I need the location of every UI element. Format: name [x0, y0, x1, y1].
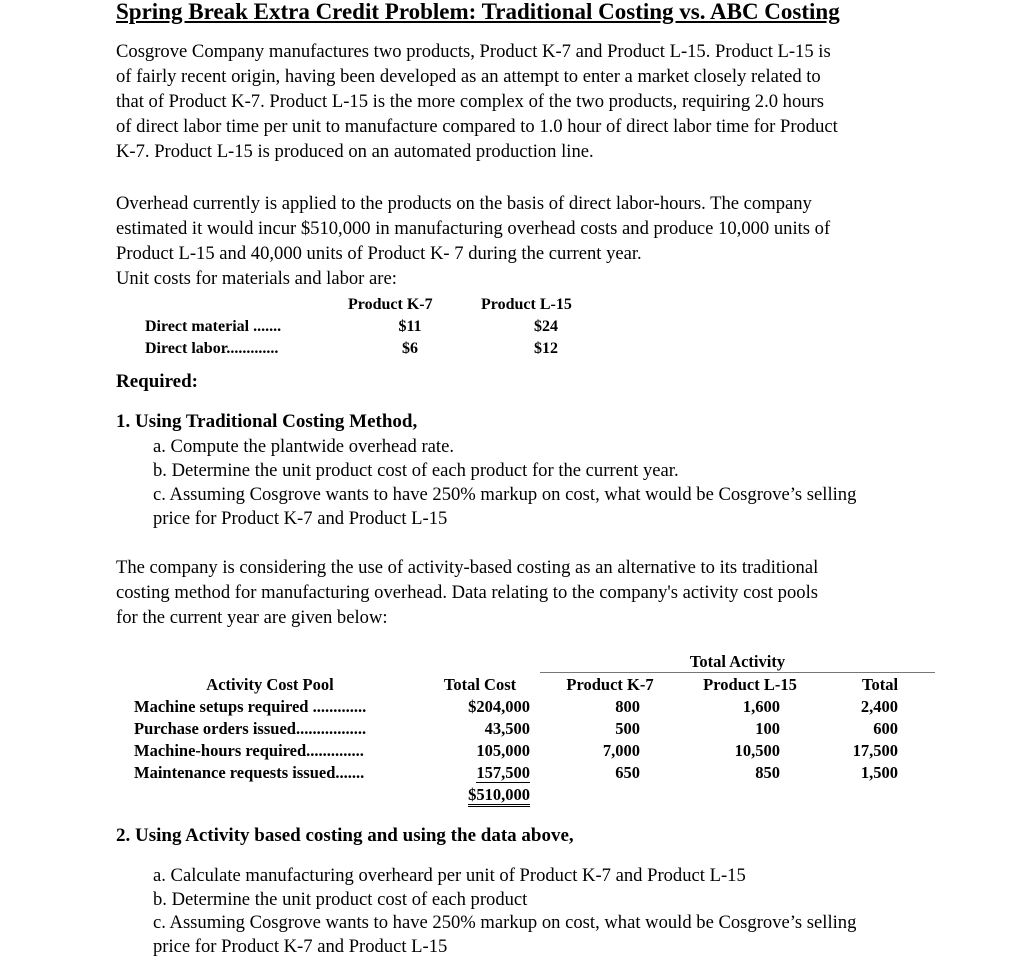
part1-item-b: b. Determine the unit product cost of each product for the current year. — [153, 460, 679, 481]
underlined-value: 157,500 — [476, 763, 530, 782]
table-row-total: 1,500 — [860, 763, 898, 782]
paragraph-line: Overhead currently is applied to the products on the basis of direct labor-hours. The company — [116, 193, 812, 214]
paragraph-line: of direct labor time per unit to manufacture compared to 1.0 hour of direct labor time for Product — [116, 116, 838, 137]
table-row-pool: Maintenance requests issued....... — [134, 763, 365, 782]
header-total-cost: Total Cost — [443, 675, 517, 694]
table-row-total-cost: $204,000 — [468, 697, 530, 716]
unit-cost-row-label: Direct material ....... — [145, 318, 282, 335]
overhead-paragraph — [116, 191, 916, 291]
unit-cost-row-label: Direct labor............. — [145, 340, 279, 357]
part1-item-c: c. Assuming Cosgrove wants to have 250% markup on cost, what would be Cosgrove’s selling — [153, 484, 857, 505]
part1-item-c-continued: price for Product K-7 and Product L-15 — [153, 508, 448, 529]
header-product-l15: Product L-15 — [703, 675, 797, 694]
paragraph-line: Product L-15 and 40,000 units of Product K- 7 during the current year. — [116, 243, 642, 264]
table-row-k7: 500 — [615, 719, 640, 738]
abc-paragraph — [116, 555, 916, 630]
table-row-l15: 1,600 — [742, 697, 780, 716]
total-activity-group-header: Total Activity — [689, 652, 786, 671]
table-row-total-cost — [464, 763, 530, 783]
paragraph-line: estimated it would incur $510,000 in manufacturing overhead costs and produce 10,000 units of — [116, 218, 831, 239]
unit-cost-value: $24 — [534, 318, 558, 335]
part2-item-a: a. Calculate manufacturing overheard per unit of Product K-7 and Product L-15 — [153, 865, 746, 886]
part2-item-c-continued: price for Product K-7 and Product L-15 — [153, 936, 448, 957]
table-row-pool: Machine-hours required.............. — [134, 741, 364, 760]
paragraph-line: Cosgrove Company manufactures two products, Product K-7 and Product L-15. Product L-15 is — [116, 41, 831, 62]
table-row-l15: 100 — [755, 719, 780, 738]
unit-cost-value: $6 — [402, 340, 418, 357]
header-activity-cost-pool: Activity Cost Pool — [206, 675, 334, 694]
paragraph-line: The company is considering the use of activity-based costing as an alternative to its traditional — [116, 557, 819, 578]
group-header-divider — [540, 672, 935, 673]
intro-paragraph — [116, 39, 916, 164]
paragraph-line: costing method for manufacturing overhead. Data relating to the company's activity cost pools — [116, 582, 818, 603]
table-row-k7: 800 — [615, 697, 640, 716]
paragraph-line: of fairly recent origin, having been developed as an attempt to enter a market closely related to — [116, 66, 821, 87]
table-row-total: 600 — [873, 719, 898, 738]
table-row-total-cost: 43,500 — [484, 719, 530, 738]
part1-item-a: a. Compute the plantwide overhead rate. — [153, 436, 455, 457]
part2-heading: 2. Using Activity based costing and using the data above, — [116, 825, 574, 846]
part2-item-c: c. Assuming Cosgrove wants to have 250% markup on cost, what would be Cosgrove’s selling — [153, 912, 857, 933]
table-row-l15: 850 — [755, 763, 780, 782]
table-row-pool: Purchase orders issued................. — [134, 719, 367, 738]
table-row-l15: 10,500 — [734, 741, 780, 760]
part2-item-b: b. Determine the unit product cost of each product — [153, 889, 528, 910]
part1-heading: 1. Using Traditional Costing Method, — [116, 411, 418, 432]
required-label: Required: — [116, 371, 198, 392]
double-underlined-value: $510,000 — [468, 785, 530, 807]
table-row-k7: 7,000 — [602, 741, 640, 760]
header-total: Total — [861, 675, 899, 694]
paragraph-line: Unit costs for materials and labor are: — [116, 268, 397, 289]
table-row-total-cost: 105,000 — [476, 741, 530, 760]
table-row-pool: Machine setups required ............. — [134, 697, 367, 716]
paragraph-line: for the current year are given below: — [116, 607, 388, 628]
paragraph-line: that of Product K-7. Product L-15 is the more complex of the two products, requiring 2.0 hours — [116, 91, 824, 112]
unit-cost-header-l15: Product L-15 — [481, 296, 572, 313]
page-title: Spring Break Extra Credit Problem: Traditional Costing vs. ABC Costing — [116, 0, 840, 24]
unit-cost-value: $11 — [398, 318, 422, 335]
table-row-total: 2,400 — [860, 697, 898, 716]
paragraph-line: K-7. Product L-15 is produced on an automated production line. — [116, 141, 594, 162]
table-row-total: 17,500 — [852, 741, 898, 760]
header-product-k7: Product K-7 — [566, 675, 654, 694]
unit-cost-value: $12 — [534, 340, 558, 357]
table-row-k7: 650 — [615, 763, 640, 782]
grand-total-cost — [430, 785, 530, 805]
unit-cost-header-k7: Product K-7 — [348, 296, 433, 313]
